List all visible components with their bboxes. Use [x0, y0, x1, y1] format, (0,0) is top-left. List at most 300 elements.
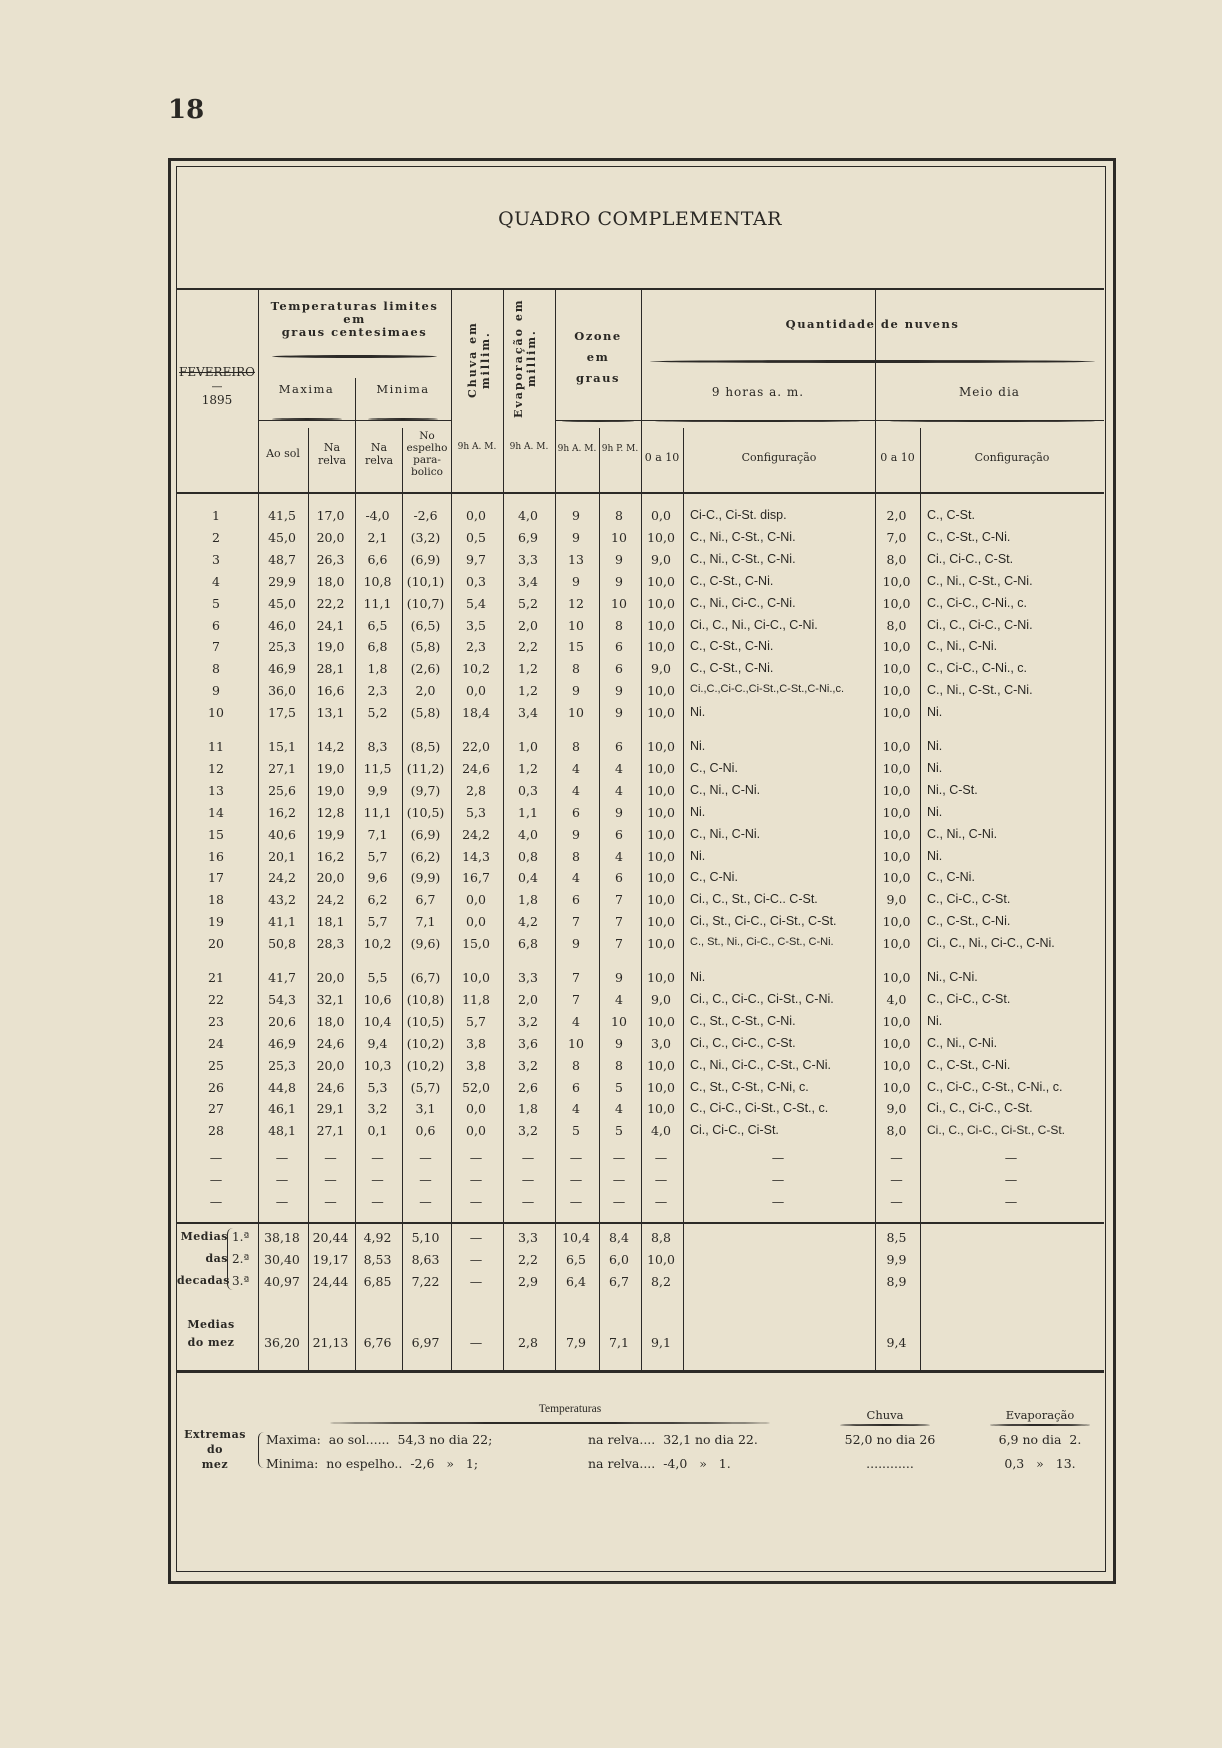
ozone-pm: 9 — [615, 1036, 623, 1051]
evap-value: 6,9 — [518, 530, 538, 545]
empty-dash: — — [569, 1194, 583, 1209]
ozone-am: 4 — [572, 870, 580, 885]
evap-value: 4,0 — [518, 508, 538, 523]
temp-sol: 27,1 — [268, 761, 296, 776]
media-nuvens-12h: 8,5 — [886, 1230, 907, 1245]
media-espelho: 8,63 — [411, 1252, 440, 1267]
temp-group-graus: graus centesimaes — [281, 325, 428, 339]
temp-relva-max: 17,0 — [316, 508, 345, 523]
ozone-pm: 10 — [611, 1014, 627, 1029]
header-divider — [599, 428, 600, 492]
chuva-value: 0,0 — [466, 1101, 486, 1116]
ozone-pm: 9 — [615, 574, 623, 589]
config-12h: C., Ni., C-Ni. — [927, 1036, 998, 1050]
temp-brace — [272, 355, 437, 358]
config-9h: Ci., St., Ci-C., Ci-St., C-St. — [690, 914, 837, 928]
empty-dash: — — [209, 1172, 223, 1187]
day-number: 19 — [208, 914, 224, 929]
temp-espelho: (10,5) — [406, 805, 445, 820]
empty-dash: — — [419, 1172, 432, 1187]
chuva-value: 5,7 — [466, 1014, 486, 1029]
temp-relva-min: 10,2 — [363, 936, 392, 951]
title-box — [176, 166, 1104, 290]
temp-sol: 29,9 — [268, 574, 296, 589]
empty-dash: — — [654, 1194, 668, 1209]
evap-value: 3,2 — [518, 1123, 538, 1138]
empty-dash: — — [209, 1194, 223, 1209]
column-divider — [451, 494, 452, 1222]
nuvens-9h: 10,0 — [647, 530, 675, 545]
temp-relva-min: 5,2 — [367, 705, 388, 720]
evap-value: 3,4 — [518, 705, 538, 720]
temp-relva-max: 13,1 — [316, 705, 345, 720]
nuvens-9h: 10,0 — [647, 761, 675, 776]
config-9h: C., Ni., C-Ni. — [690, 827, 761, 841]
temp-relva-max: 18,0 — [316, 1014, 345, 1029]
config-9h: C., St., C-St., C-Ni, c. — [690, 1080, 809, 1094]
nuvens-9h: 10,0 — [647, 970, 675, 985]
temp-espelho: (10,5) — [406, 1014, 445, 1029]
media-relva-max: 19,17 — [312, 1252, 349, 1267]
temp-relva-min: 10,4 — [363, 1014, 392, 1029]
temp-relva-min: 6,6 — [367, 552, 388, 567]
chuva-value: 18,4 — [462, 705, 490, 720]
chuva-value: 10,0 — [462, 970, 490, 985]
evap-value: 6,8 — [518, 936, 538, 951]
empty-dash: — — [209, 1150, 223, 1165]
temp-relva-max: 28,3 — [316, 936, 345, 951]
day-number: 14 — [208, 805, 224, 820]
temp-relva-min: 11,5 — [363, 761, 392, 776]
mez-nuvens-9h: 9,1 — [651, 1335, 671, 1350]
medias-label: Medias — [180, 1230, 228, 1243]
page-title: QUADRO COMPLEMENTAR — [498, 208, 782, 230]
temp-relva-min: 3,2 — [367, 1101, 388, 1116]
day-number: 4 — [212, 574, 220, 589]
day-number: 2 — [212, 530, 220, 545]
temp-relva-min: 10,3 — [363, 1058, 392, 1073]
empty-dash: — — [469, 1194, 483, 1209]
temp-espelho: 0,6 — [415, 1123, 436, 1138]
nuvens-9h: 10,0 — [647, 639, 675, 654]
evap-value: 2,0 — [518, 618, 538, 633]
day-number: 25 — [208, 1058, 224, 1073]
nuvens-9h: 10,0 — [647, 783, 675, 798]
evap-value: 3,3 — [518, 552, 538, 567]
mez-chuva: — — [469, 1335, 483, 1350]
config-12-header: Configuração — [974, 451, 1050, 464]
das-label: das — [205, 1252, 228, 1265]
empty-dash: — — [569, 1150, 583, 1165]
column-divider — [875, 1224, 876, 1370]
ozone-am: 9 — [572, 508, 580, 523]
nuvens-9h: 10,0 — [647, 827, 675, 842]
ozone-pm: 7 — [615, 914, 623, 929]
temperaturas-brace — [330, 1422, 770, 1424]
temp-relva-min: 5,7 — [367, 914, 388, 929]
temp-sol: 15,1 — [268, 739, 296, 754]
config-9h: C., C-St., C-Ni. — [690, 639, 774, 653]
empty-dash: — — [771, 1172, 785, 1187]
config-9h: Ci.,C.,Ci-C.,Ci-St.,C-St.,C-Ni.,c. — [690, 683, 844, 695]
chuva-value: 0,0 — [466, 892, 486, 907]
config-9h: Ni. — [690, 805, 706, 819]
minima-header: Minima — [376, 382, 430, 396]
temp-espelho: (3,2) — [410, 530, 441, 545]
temp-sol: 46,9 — [268, 661, 296, 676]
config-12h: Ci., C., Ni., Ci-C., C-Ni. — [927, 936, 1055, 950]
temp-sol: 48,1 — [268, 1123, 296, 1138]
temp-sol: 16,2 — [268, 805, 296, 820]
temp-sol: 45,0 — [268, 530, 296, 545]
nuvens-9h: 10,0 — [647, 870, 675, 885]
meio-dia-header: Meio dia — [959, 385, 1020, 399]
nuvens-12h: 10,0 — [882, 805, 911, 820]
empty-dash: — — [419, 1194, 432, 1209]
ozone-am: 13 — [568, 552, 584, 567]
temp-espelho: 2,0 — [415, 683, 436, 698]
chuva-value: 24,6 — [462, 761, 490, 776]
header-divider — [451, 290, 452, 492]
empty-dash: — — [612, 1150, 626, 1165]
evap-value: 3,2 — [518, 1058, 538, 1073]
media-sol: 38,18 — [264, 1230, 300, 1245]
chuva-extreme-header: Chuva — [866, 1408, 904, 1422]
empty-dash: — — [275, 1150, 289, 1165]
column-divider — [555, 1224, 556, 1370]
config-9h: C., C-St., C-Ni. — [690, 661, 774, 675]
temp-relva-min: 6,5 — [367, 618, 388, 633]
temp-sol: 46,0 — [268, 618, 296, 633]
column-divider — [920, 494, 921, 1222]
nuvens-12h: 10,0 — [882, 596, 911, 611]
nuvens-9h: 10,0 — [647, 805, 675, 820]
extremas-mez-label: mez — [201, 1458, 229, 1471]
header-divider — [308, 428, 309, 492]
temp-relva-max: 20,0 — [316, 530, 345, 545]
config-12h: C., C-St. — [927, 508, 975, 522]
temp-relva-max: 20,0 — [316, 1058, 345, 1073]
column-divider — [683, 1224, 684, 1370]
temp-group-title: Temperaturas limites — [270, 299, 439, 313]
chuva-value: 3,5 — [466, 618, 486, 633]
ozone-am: 10 — [568, 705, 584, 720]
temp-sol: 41,5 — [268, 508, 296, 523]
ozone-pm: 6 — [615, 739, 623, 754]
media-ozone-am: 6,4 — [566, 1274, 586, 1289]
column-divider — [503, 1224, 504, 1370]
media-chuva: — — [469, 1252, 483, 1267]
temp-espelho: 3,1 — [415, 1101, 436, 1116]
empty-dash: — — [275, 1172, 289, 1187]
column-divider — [308, 1224, 309, 1370]
day-number: 5 — [212, 596, 220, 611]
media-relva-min: 6,85 — [363, 1274, 392, 1289]
media-sol: 40,97 — [264, 1274, 300, 1289]
nuvens-9h: 10,0 — [647, 914, 675, 929]
temp-relva-max: 24,2 — [316, 892, 345, 907]
temp-relva-max: 24,6 — [316, 1036, 345, 1051]
nuvens-9h: 9,0 — [651, 992, 671, 1007]
ozone-brace — [562, 420, 634, 422]
evap-value: 3,2 — [518, 1014, 538, 1029]
temp-sol: 54,3 — [268, 992, 296, 1007]
config-12h: C., C-St., C-Ni. — [927, 530, 1011, 544]
temp-sol: 24,2 — [268, 870, 296, 885]
empty-dash: — — [890, 1194, 903, 1209]
temp-relva-max: 19,0 — [316, 783, 345, 798]
extremas-label: Extremas — [184, 1428, 246, 1441]
temp-relva-min: 9,4 — [367, 1036, 388, 1051]
evap-value: 2,2 — [518, 639, 538, 654]
evap-value: 4,0 — [518, 827, 538, 842]
temp-relva-min: 0,1 — [367, 1123, 388, 1138]
temp-relva-max: 20,0 — [316, 970, 345, 985]
month-dash: — — [211, 380, 223, 393]
ozone-pm: 9 — [615, 683, 623, 698]
config-12h: Ci., C., Ci-C., C-St. — [927, 1101, 1033, 1115]
temp-relva-min: 7,1 — [367, 827, 388, 842]
media-nuvens-9h: 8,2 — [651, 1274, 671, 1289]
nuvens-12h: 8,0 — [886, 1123, 907, 1138]
config-9h: C., C-Ni. — [690, 870, 738, 884]
nuvens-9h: 3,0 — [651, 1036, 671, 1051]
maxima-evap: 6,9 no dia 2. — [998, 1432, 1082, 1447]
media-relva-min: 4,92 — [363, 1230, 392, 1245]
empty-dash: — — [469, 1150, 483, 1165]
temp-espelho: (6,5) — [410, 618, 441, 633]
temp-espelho: (5,8) — [410, 705, 441, 720]
nuvens-9h: 10,0 — [647, 849, 675, 864]
ozone-am: 4 — [572, 761, 580, 776]
media-nuvens-12h: 8,9 — [886, 1274, 907, 1289]
meio-dia-brace — [890, 420, 1095, 422]
nuvens-9h: 9,0 — [651, 661, 671, 676]
config-9h: Ci., C., St., Ci-C.. C-St. — [690, 892, 818, 906]
extremas-do-label: do — [206, 1443, 224, 1456]
nuvens-12h: 10,0 — [882, 761, 911, 776]
chuva-value: 3,8 — [466, 1058, 486, 1073]
chuva-time-header: 9h A. M. — [457, 442, 497, 452]
ozone-pm-header: 9h P. M. — [601, 444, 639, 454]
ozone-pm: 10 — [611, 596, 627, 611]
temp-sol: 48,7 — [268, 552, 296, 567]
no-espelho-header: No espelho para-bolico — [406, 430, 448, 479]
config-9h: Ci., C., Ci-C., Ci-St., C-Ni. — [690, 992, 834, 1006]
decade-brace — [227, 1228, 234, 1290]
media-sol: 30,40 — [264, 1252, 300, 1267]
ozone-am: 7 — [572, 914, 580, 929]
mez-evap: 2,8 — [518, 1335, 538, 1350]
evap-value: 3,3 — [518, 970, 538, 985]
temp-espelho: (10,2) — [406, 1058, 445, 1073]
ozone-header: Ozone — [574, 329, 622, 343]
ozone-pm: 4 — [615, 761, 623, 776]
header-divider — [555, 290, 556, 492]
evap-value: 3,6 — [518, 1036, 538, 1051]
maxima-chuva: 52,0 no dia 26 — [844, 1432, 936, 1447]
chuva-value: 9,7 — [466, 552, 486, 567]
nuvens-12h: 10,0 — [882, 705, 911, 720]
decade-label: 2.ª — [232, 1252, 250, 1266]
config-9h: Ni. — [690, 739, 706, 753]
temp-relva-max: 18,1 — [316, 914, 345, 929]
maxima-line-2: na relva.... 32,1 no dia 22. — [588, 1432, 758, 1447]
temp-relva-min: 5,3 — [367, 1080, 388, 1095]
nuvens-9h: 10,0 — [647, 1101, 675, 1116]
chuva-value: 24,2 — [462, 827, 490, 842]
ozone-pm: 9 — [615, 552, 623, 567]
ozone-am: 7 — [572, 970, 580, 985]
column-divider — [641, 1224, 642, 1370]
chuva-value: 0,0 — [466, 508, 486, 523]
temp-relva-max: 19,0 — [316, 639, 345, 654]
nuvens-12h: 10,0 — [882, 914, 911, 929]
nuvens-9h: 0,0 — [651, 508, 671, 523]
nuvens-12h: 10,0 — [882, 683, 911, 698]
nuvens-9h: 10,0 — [647, 596, 675, 611]
temp-relva-max: 16,2 — [316, 849, 345, 864]
config-12h: C., Ni., C-St., C-Ni. — [927, 574, 1033, 588]
day-number: 10 — [208, 705, 224, 720]
media-espelho: 5,10 — [411, 1230, 440, 1245]
chuva-value: 0,5 — [466, 530, 486, 545]
chuva-value: 10,2 — [462, 661, 490, 676]
evap-value: 0,3 — [518, 783, 538, 798]
config-9h: Ni. — [690, 849, 706, 863]
config-12h: Ni., C-Ni. — [927, 970, 978, 984]
ozone-em: em — [586, 350, 610, 364]
temp-espelho: -2,6 — [413, 508, 438, 523]
media-chuva: — — [469, 1230, 483, 1245]
ozone-am: 4 — [572, 1101, 580, 1116]
temp-espelho: (10,7) — [406, 596, 445, 611]
empty-dash: — — [371, 1150, 384, 1165]
nuvens-12h: 10,0 — [882, 783, 911, 798]
media-evap: 2,2 — [518, 1252, 538, 1267]
minima-brace — [368, 418, 438, 420]
temp-espelho: (10,8) — [406, 992, 445, 1007]
config-9h: C., St., C-St., C-Ni. — [690, 1014, 796, 1028]
ozone-am: 12 — [568, 596, 584, 611]
config-12h: C., Ci-C., C-St. — [927, 892, 1011, 906]
month-label: FEVEREIRO — [179, 365, 255, 379]
ozone-am: 9 — [572, 827, 580, 842]
config-9h: C., Ci-C., Ci-St., C-St., c. — [690, 1101, 829, 1115]
ozone-pm: 4 — [615, 849, 623, 864]
minima-evap: 0,3 » 13. — [1004, 1456, 1076, 1471]
temp-relva-max: 19,9 — [316, 827, 345, 842]
minima-line-1: Minima: no espelho.. -2,6 » 1; — [266, 1456, 479, 1471]
temp-relva-max: 24,6 — [316, 1080, 345, 1095]
ozone-am: 9 — [572, 683, 580, 698]
nuvens-12h: 10,0 — [882, 661, 911, 676]
nuvens-12h: 10,0 — [882, 1080, 911, 1095]
empty-dash: — — [324, 1194, 337, 1209]
config-9h: C., Ni., C-St., C-Ni. — [690, 552, 796, 566]
config-9h: Ci., Ci-C., Ci-St. — [690, 1123, 779, 1137]
media-relva-max: 24,44 — [312, 1274, 349, 1289]
temp-relva-max: 27,1 — [316, 1123, 345, 1138]
nuvens-9h: 10,0 — [647, 683, 675, 698]
chuva-value: 14,3 — [462, 849, 490, 864]
day-number: 22 — [208, 992, 224, 1007]
column-divider — [258, 494, 259, 1222]
column-divider — [599, 1224, 600, 1370]
scale-9-header: 0 a 10 — [644, 451, 680, 464]
temp-relva-min: 6,8 — [367, 639, 388, 654]
ozone-am: 8 — [572, 661, 580, 676]
nuvens-12h: 10,0 — [882, 739, 911, 754]
empty-dash: — — [371, 1172, 384, 1187]
evap-value: 1,1 — [518, 805, 538, 820]
evap-value: 1,0 — [518, 739, 538, 754]
ozone-am: 10 — [568, 1036, 584, 1051]
temp-sol: 46,9 — [268, 1036, 296, 1051]
year-label: 1895 — [201, 393, 233, 407]
medias-top-rule — [176, 1222, 1104, 1224]
ozone-pm: 4 — [615, 1101, 623, 1116]
ozone-am: 6 — [572, 892, 580, 907]
nuvens-12h: 8,0 — [886, 552, 907, 567]
config-12h: C., Ni., C-Ni. — [927, 827, 998, 841]
day-number: 3 — [212, 552, 220, 567]
day-number: 6 — [212, 618, 220, 633]
temp-relva-min: 2,1 — [367, 530, 388, 545]
evap-value: 4,2 — [518, 914, 538, 929]
chuva-value: 5,3 — [466, 805, 486, 820]
temp-group-em: em — [343, 312, 366, 326]
chuva-value: 0,0 — [466, 1123, 486, 1138]
day-number: 8 — [212, 661, 220, 676]
column-divider — [308, 494, 309, 1222]
ozone-graus: graus — [576, 371, 620, 385]
temp-relva-max: 24,1 — [316, 618, 345, 633]
minima-chuva: ............ — [866, 1456, 914, 1471]
empty-dash: — — [521, 1150, 535, 1165]
empty-dash: — — [612, 1172, 626, 1187]
temp-relva-min: 5,7 — [367, 849, 388, 864]
ozone-am: 8 — [572, 1058, 580, 1073]
evap-value: 0,4 — [518, 870, 538, 885]
temp-relva-max: 18,0 — [316, 574, 345, 589]
config-12h: C., C-St., C-Ni. — [927, 1058, 1011, 1072]
temp-sol: 20,1 — [268, 849, 296, 864]
na-relva-max-header: Na relva — [317, 441, 347, 467]
media-ozone-pm: 6,0 — [609, 1252, 629, 1267]
nuvens-12h: 10,0 — [882, 1036, 911, 1051]
nuvens-12h: 10,0 — [882, 1014, 911, 1029]
ozone-pm: 5 — [615, 1123, 623, 1138]
temp-espelho: (5,8) — [410, 639, 441, 654]
temp-sol: 17,5 — [268, 705, 296, 720]
temp-espelho: (6,2) — [410, 849, 441, 864]
config-12h: C., Ni., C-Ni. — [927, 639, 998, 653]
chuva-value: 22,0 — [462, 739, 490, 754]
column-divider — [355, 494, 356, 1222]
config-9h: C., C-St., C-Ni. — [690, 574, 774, 588]
column-divider — [683, 494, 684, 1222]
nuvens-9h: 10,0 — [647, 618, 675, 633]
day-number: 20 — [208, 936, 224, 951]
nuvens-12h: 10,0 — [882, 849, 911, 864]
mez-sol: 36,20 — [264, 1335, 300, 1350]
empty-dash: — — [654, 1172, 668, 1187]
nove-horas-header: 9 horas a. m. — [711, 385, 805, 399]
empty-dash: — — [469, 1172, 483, 1187]
empty-dash: — — [324, 1172, 337, 1187]
media-ozone-pm: 8,4 — [609, 1230, 629, 1245]
